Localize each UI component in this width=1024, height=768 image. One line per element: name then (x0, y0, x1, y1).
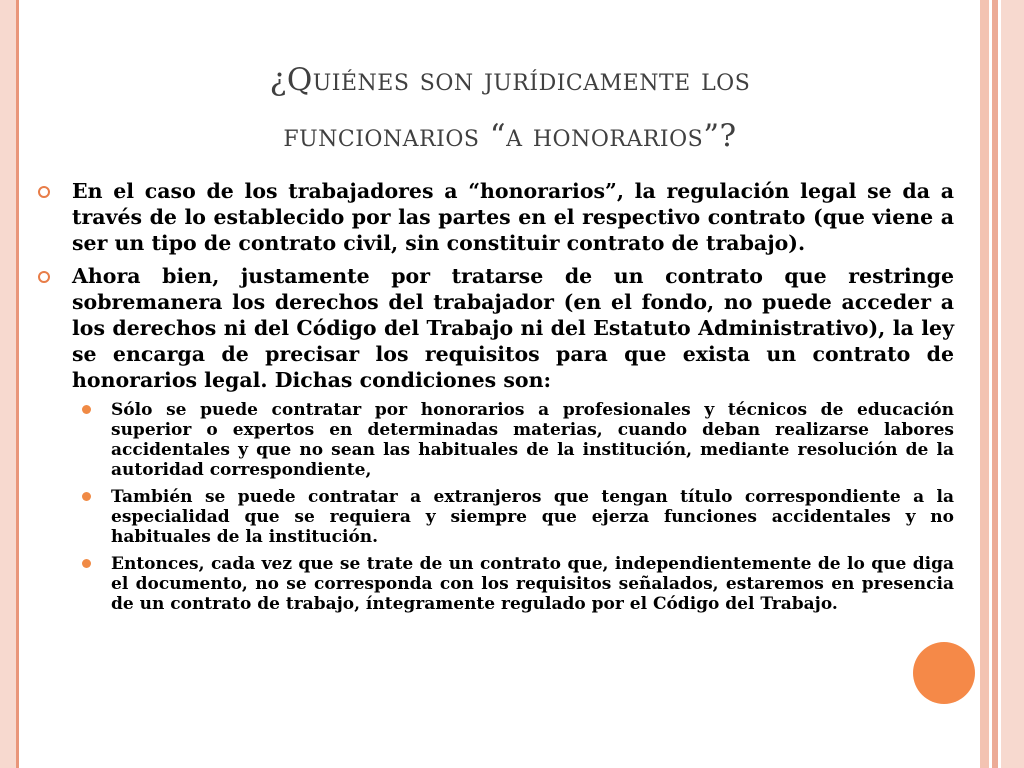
slide-body (36, 178, 954, 621)
dot-bullet-icon (82, 559, 91, 568)
slide-title-line-2: funcionarios “a honorarios”? (283, 118, 737, 154)
bullet-text: Ahora bien, justamente por tratarse de un contrato que restringe sobremanera los derechos del trabajador (en el fondo, no puede acceder a los derechos ni del Código del Trabajo ni del Estatuto Administrativo), la ley se encarga de precisar los requisitos para que exista un contrato de honorarios legal. Dichas condiciones son: (72, 264, 954, 392)
dot-bullet-icon (82, 405, 91, 414)
left-border-decoration (0, 0, 16, 768)
bullet-item (36, 178, 954, 256)
slide-title (60, 52, 960, 164)
sub-bullet-text: Sólo se puede contratar por honorarios a profesionales y técnicos de educación superior o expertos en determinadas materias, cuando deban realizarse labores accidentales y que no sean las habituales de la institución, mediante resolución de la autoridad correspondiente, (111, 400, 954, 480)
right-border-decoration-mid (992, 0, 998, 768)
sub-bullet-text: También se puede contratar a extranjeros que tengan título correspondiente a la especialidad que se requiera y siempre que ejerza funciones accidentales y no habituales de la institución. (111, 487, 954, 547)
right-border-decoration-outer (1001, 0, 1024, 768)
ring-bullet-icon (38, 271, 50, 283)
ring-bullet-icon (38, 186, 50, 198)
bullet-item (36, 263, 954, 393)
left-border-line (16, 0, 19, 768)
sub-bullet-text: Entonces, cada vez que se trate de un contrato que, independientemente de lo que diga el documento, no se corresponda con los requisitos señalados, estaremos en presencia de un contrato de trabajo, íntegramente regulado por el Código del Trabajo. (111, 554, 954, 614)
sub-bullet-item (36, 554, 954, 614)
slide-title-line-1: ¿Quiénes son jurídicamente los (269, 62, 751, 98)
sub-bullet-item (36, 487, 954, 547)
dot-bullet-icon (82, 492, 91, 501)
bullet-text: En el caso de los trabajadores a “honorarios”, la regulación legal se da a través de lo establecido por las partes en el respectivo contrato (que viene a ser un tipo de contrato civil, sin constituir contrato de trabajo). (72, 179, 954, 255)
right-border-decoration (980, 0, 989, 768)
decorative-circle (913, 642, 975, 704)
sub-bullet-item (36, 400, 954, 480)
